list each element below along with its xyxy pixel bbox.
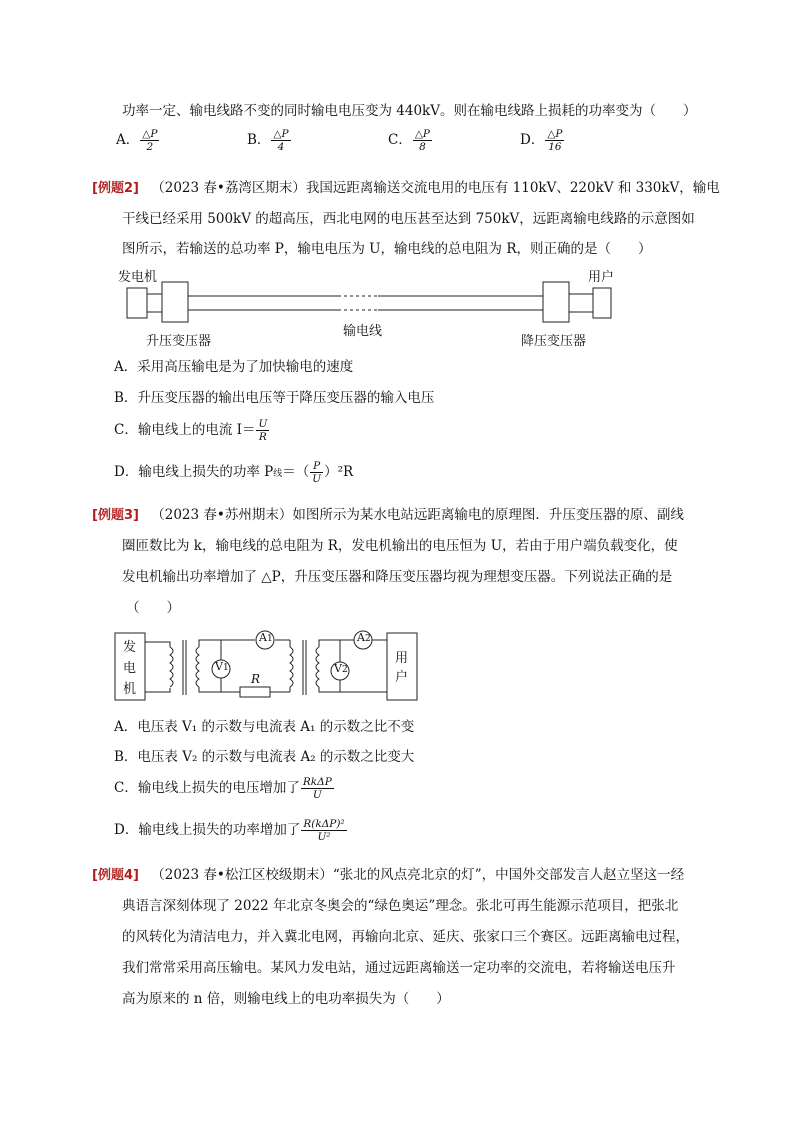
question-text: （2023 春•荔湾区期末）我国远距离输送交流电用的电压有 110kV、220kV 和 330kV，输电	[151, 180, 720, 196]
option-fraction: $\frac{\triangle P}{2}$	[142, 128, 158, 153]
voltmeter-v1-label: V1	[215, 660, 229, 673]
step-down-secondary-coil	[316, 647, 319, 687]
step-up-secondary-coil	[196, 647, 199, 687]
option-fraction: $\frac{U}{R}$	[258, 418, 268, 443]
step-down-label: 降压变压器	[521, 334, 587, 349]
generator-char-1: 发	[123, 640, 137, 655]
example-tag: [例题4]	[92, 868, 139, 883]
user-char-1: 用	[395, 651, 409, 666]
voltmeter-v2-label: V2	[334, 662, 348, 675]
step-up-label: 升压变压器	[146, 334, 212, 349]
example-tag: [例题3]	[92, 508, 139, 523]
option-text: ＝（	[282, 464, 310, 480]
option-fraction: $\frac{P}{U}$	[312, 460, 322, 485]
example-4-first-line	[92, 866, 684, 885]
option-label: A．	[116, 132, 140, 148]
question-text: （2023 春•松江区校级期末）“张北的风点亮北京的灯”，中国外交部发言人赵立坚这一经	[151, 867, 685, 883]
resistor-label: R	[251, 672, 261, 686]
example-2-line-3: 图所示，若输送的总功率 P，输电电压为 U，输电线的总电阻为 R，则正确的是（ ）	[122, 241, 652, 257]
generator-char-2: 电	[123, 661, 137, 676]
example-4-line-4: 我们常常采用高压输电。某风力发电站，通过远距离输送一定功率的交流电，若将输送电压升	[122, 960, 676, 976]
intro-line-1: 功率一定、输电线路不变的同时输电电压变为 440kV。则在输电线路上损耗的功率变为（ ）	[122, 103, 697, 119]
option-label: B．	[247, 132, 271, 148]
example-4-line-2: 典语言深刻体现了 2022 年北京冬奥会的“绿色奥运”理念。张北可再生能源示范项目，把张北	[122, 898, 679, 914]
ammeter-a2-label: A2	[357, 631, 371, 644]
step-up-primary-coil	[170, 647, 173, 687]
line-label: 输电线	[343, 324, 383, 339]
option-text: C．输电线上的电流 I＝	[114, 422, 256, 438]
ammeter-a1-label: A1	[259, 631, 273, 644]
option-fraction: $\frac{\text{RkΔP}}{U}$	[302, 776, 332, 801]
option-text: ）²R	[324, 464, 354, 480]
example-2-option-b[interactable]: B．升压变压器的输出电压等于降压变压器的输入电压	[114, 390, 435, 406]
example-3-line-4: （ ）	[126, 600, 180, 616]
example-3-line-3: 发电机输出功率增加了 △P，升压变压器和降压变压器均视为理想变压器。下列说法正确的是	[122, 569, 673, 585]
user-char-2: 户	[395, 670, 409, 685]
option-fraction: $\frac{\triangle P}{8}$	[414, 128, 430, 153]
generator-char-3: 机	[123, 682, 137, 697]
user-label: 用户	[588, 270, 615, 285]
resistor-r	[240, 687, 270, 697]
example-2-option-a[interactable]: A．采用高压输电是为了加快输电的速度	[114, 359, 354, 375]
option-text: D．输电线上损失的功率增加了	[114, 822, 301, 838]
subscript: 线	[273, 469, 283, 479]
example-3-option-b[interactable]: B．电压表 V₂ 的示数与电流表 A₂ 的示数之比变大	[114, 749, 415, 765]
option-fraction: $\frac{\triangle P}{4}$	[273, 128, 289, 153]
example-4-line-3: 的风转化为清洁电力，并入冀北电网，再输向北京、延庆、张家口三个赛区。远距离输电过程，	[122, 929, 689, 945]
option-fraction: $\frac{\text{R(kΔP)²}}{\text{U²}}$	[303, 818, 345, 843]
option-text: D．输电线上损失的功率 P	[114, 464, 274, 480]
example-3-option-d[interactable]	[114, 818, 348, 843]
option-label: C．	[388, 132, 412, 148]
option-label: D．	[520, 132, 545, 148]
example-3-line-2: 圈匝数比为 k，输电线的总电阻为 R，发电机输出的电压恒为 U，若由于用户端负载变化，使	[122, 538, 678, 554]
generator-label: 发电机	[118, 270, 158, 285]
question-text: （2023 春•苏州期末）如图所示为某水电站远距离输电的原理图．升压变压器的原、副线	[151, 507, 684, 523]
example-4-line-5: 高为原来的 n 倍，则输电线上的电功率损失为（ ）	[122, 991, 450, 1007]
option-text: C．输电线上损失的电压增加了	[114, 780, 300, 796]
option-fraction: $\frac{\triangle P}{16}$	[547, 128, 563, 153]
example-3-option-c[interactable]	[114, 776, 335, 801]
example-3-option-a[interactable]: A．电压表 V₁ 的示数与电流表 A₁ 的示数之比不变	[114, 719, 415, 735]
step-down-primary-coil	[290, 647, 293, 687]
example-tag: [例题2]	[92, 181, 139, 196]
example-2-line-2: 干线已经采用 500kV 的超高压，西北电网的电压甚至达到 750kV，远距离输电线路的示意图如	[122, 211, 695, 227]
